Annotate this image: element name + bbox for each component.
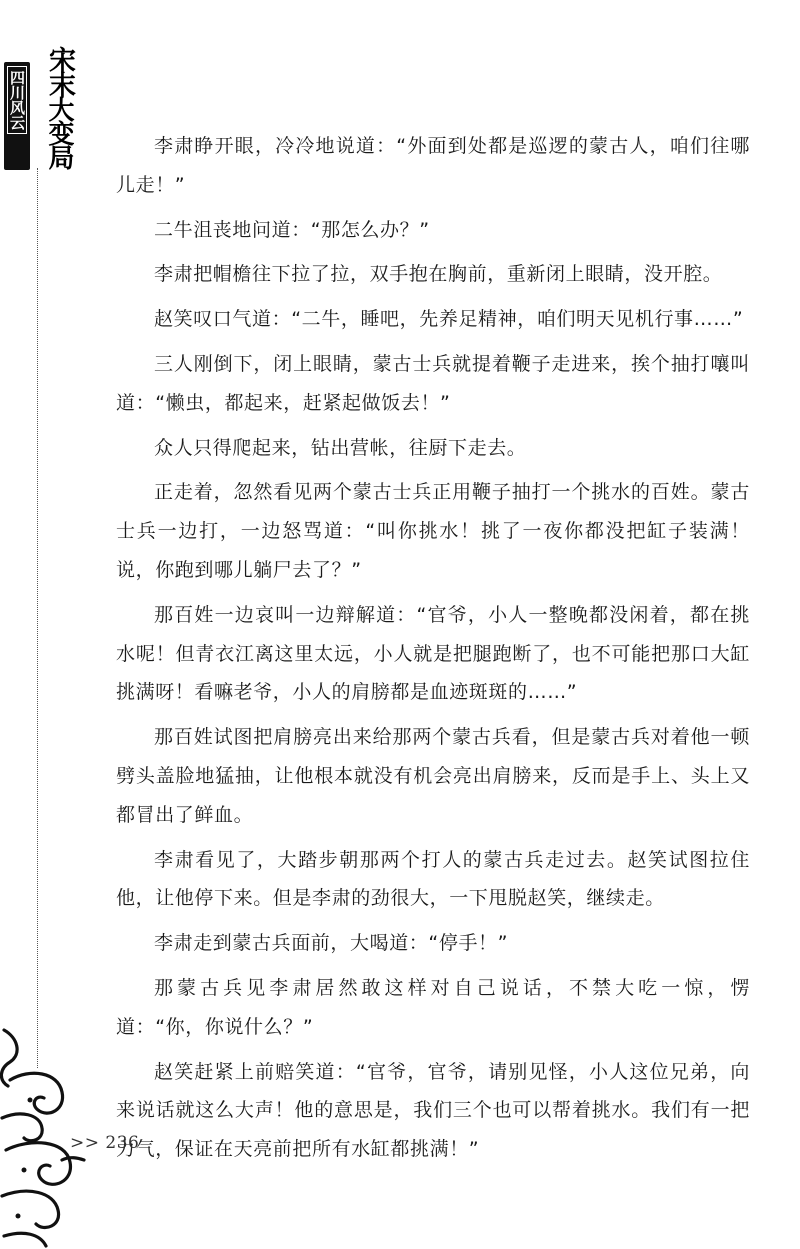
paragraph: 三人刚倒下，闭上眼睛，蒙古士兵就提着鞭子走进来，挨个抽打嚷叫道：“懒虫，都起来，赶紧起做饭去！” bbox=[116, 352, 750, 414]
paragraph: 二牛沮丧地问道：“那怎么办？” bbox=[154, 218, 430, 241]
paragraph: 众人只得爬起来，钻出营帐，往厨下走去。 bbox=[154, 436, 527, 459]
cloud-ornament-icon bbox=[0, 1010, 120, 1249]
book-title-line2: 大变局 bbox=[44, 96, 74, 168]
paragraph: 那百姓试图把肩膀亮出来给那两个蒙古兵看，但是蒙古兵对着他一顿劈头盖脸地猛抽，让他根本就没有机会亮出肩膀来，反而是手上、头上又都冒出了鲜血。 bbox=[116, 726, 750, 826]
chapter-text bbox=[116, 127, 750, 1175]
paragraph: 李肃走到蒙古兵面前，大喝道：“停手！” bbox=[154, 932, 509, 955]
series-label: 四川风云 bbox=[7, 66, 27, 134]
page-number: >> 236 bbox=[70, 1133, 140, 1153]
paragraph: 李肃看见了，大踏步朝那两个打人的蒙古兵走过去。赵笑试图拉住他，让他停下来。但是李肃的劲很大，一下甩脱赵笑，继续走。 bbox=[116, 848, 750, 910]
series-badge bbox=[4, 62, 30, 170]
book-title-line1: 宋末 bbox=[44, 46, 75, 96]
margin-rule bbox=[37, 168, 38, 1068]
paragraph: 赵笑叹口气道：“二牛，睡吧，先养足精神，咱们明天见机行事……” bbox=[154, 308, 744, 331]
paragraph: 正走着，忽然看见两个蒙古士兵正用鞭子抽打一个挑水的百姓。蒙古士兵一边打，一边怒骂道：“叫你挑水！挑了一夜你都没把缸子装满！说，你跑到哪儿躺尸去了？” bbox=[116, 481, 750, 581]
paragraph: 李肃睁开眼，冷冷地说道：“外面到处都是巡逻的蒙古人，咱们往哪儿走！” bbox=[116, 135, 750, 196]
book-title bbox=[36, 46, 76, 168]
paragraph: 李肃把帽檐往下拉了拉，双手抱在胸前，重新闭上眼睛，没开腔。 bbox=[154, 263, 723, 286]
paragraph: 那蒙古兵见李肃居然敢这样对自己说话，不禁大吃一惊，愣道：“你，你说什么？” bbox=[116, 976, 750, 1038]
paragraph: 赵笑赶紧上前赔笑道：“官爷，官爷，请别见怪，小人这位兄弟，向来说话就这么大声！他的意思是，我们三个也可以帮着挑水。我们有一把力气，保证在天亮前把所有水缸都挑满！” bbox=[116, 1060, 750, 1161]
paragraph: 那百姓一边哀叫一边辩解道：“官爷，小人一整晚都没闲着，都在挑水呢！但青衣江离这里太远，小人就是把腿跑断了，也不可能把那口大缸挑满呀！看嘛老爷，小人的肩膀都是血迹斑斑的……” bbox=[116, 603, 750, 704]
